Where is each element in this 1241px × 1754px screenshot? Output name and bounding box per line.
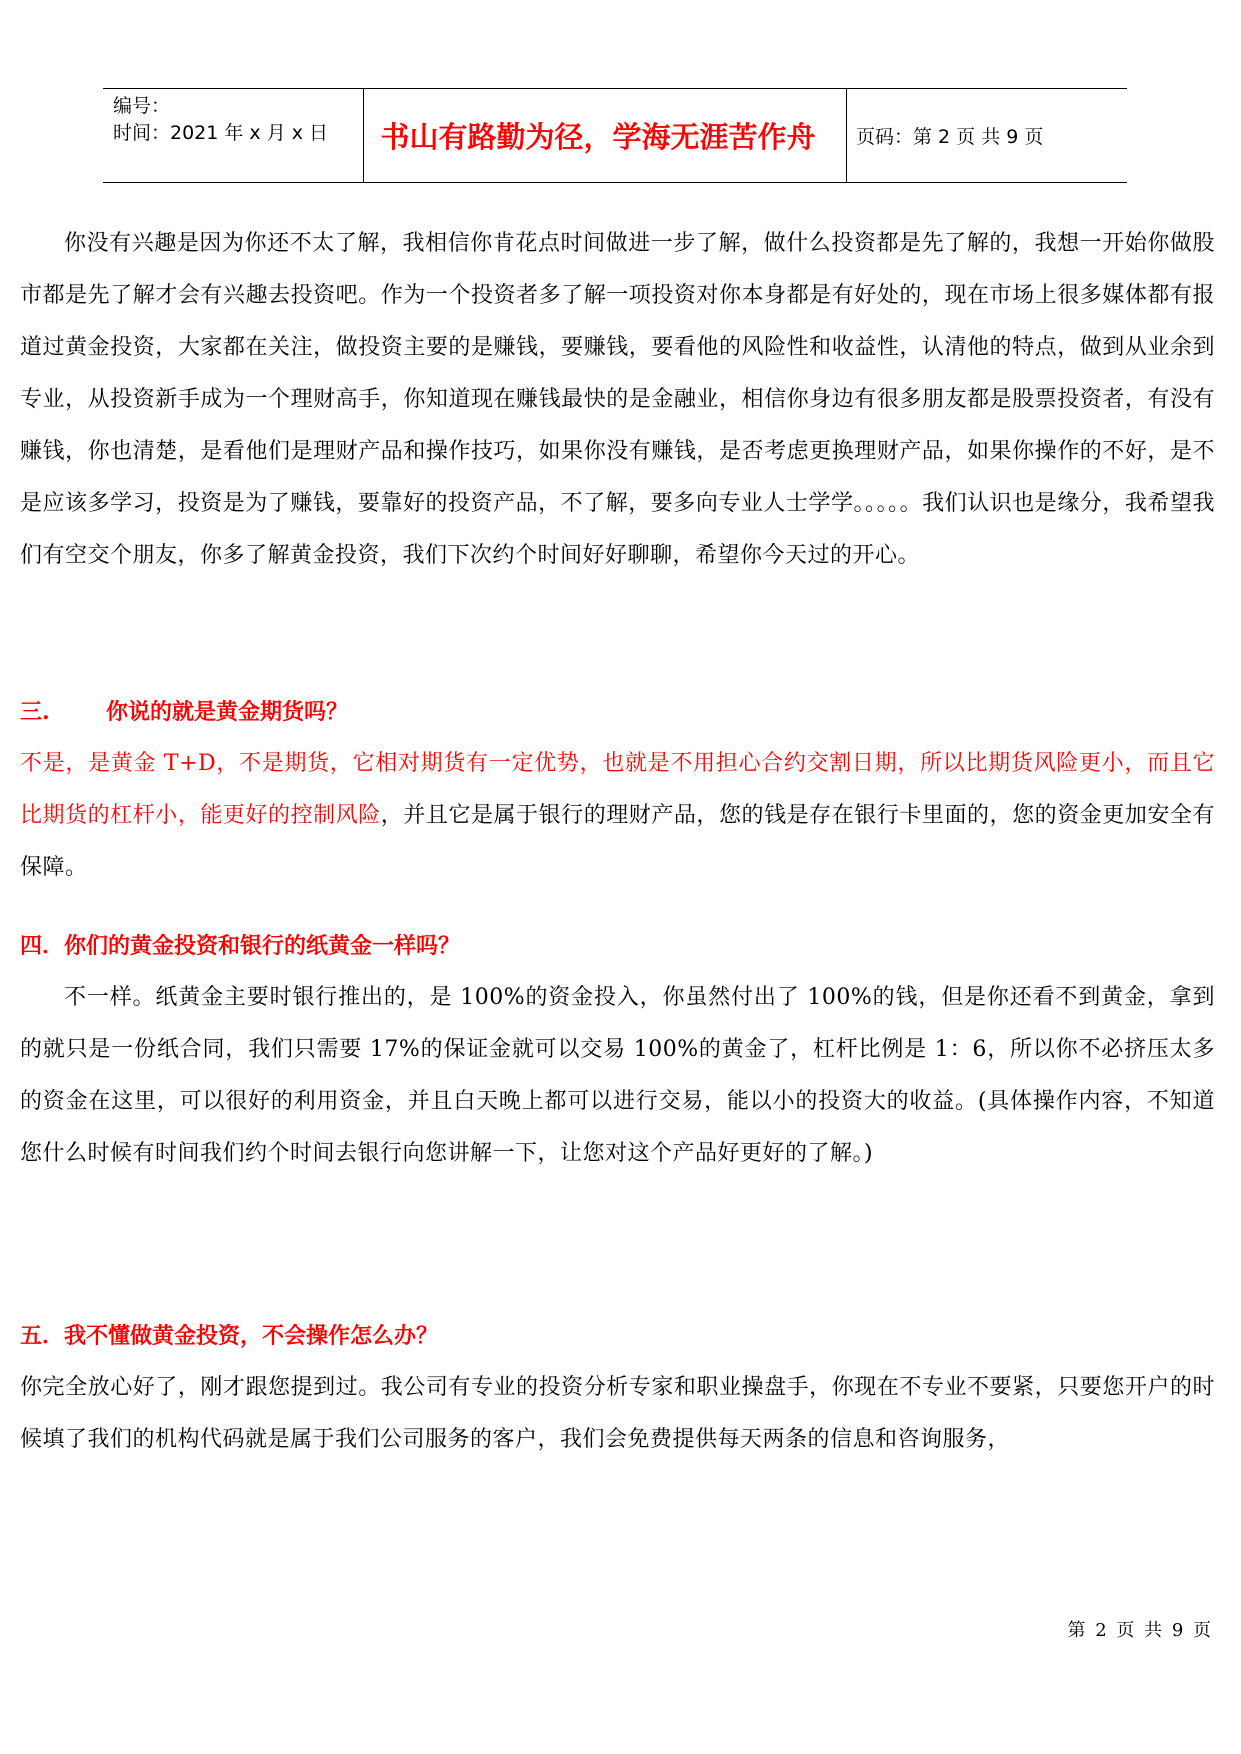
section-3-number: 三. [20, 699, 50, 725]
page-footer: 第 2 页 共 9 页 [1067, 1620, 1213, 1641]
document-body [20, 218, 1215, 1466]
intro-paragraph: 你没有兴趣是因为你还不太了解，我相信你肯花点时间做进一步了解，做什么投资都是先了解的，我想一开始你做股市都是先了解才会有兴趣去投资吧。作为一个投资者多了解一项投资对你本身都是有好处的，现在市场上很多媒体都有报道过黄金投资，大家都在关注，做投资主要的是赚钱，要赚钱，要看他的风险性和收益性，认清他的特点，做到从业余到专业，从投资新手成为一个理财高手，你知道现在赚钱最快的是金融业，相信你身边有很多朋友都是股票投资者，有没有赚钱，你也清楚，是看他们是理财产品和操作技巧，如果你没有赚钱，是否考虑更换理财产品，如果你操作的不好，是不是应该多学习，投资是为了赚钱，要靠好的投资产品，不了解，要多向专业人士学学。。。。。我们认识也是缘分，我希望我们有空交个朋友，你多了解黄金投资，我们下次约个时间好好聊聊，希望你今天过的开心。 [20, 231, 1215, 568]
section-3-answer-rest: ，并且它是属于银行的理财产品，您的钱是存在银行卡里面的，您的资金更加安全有保障。 [20, 803, 1215, 880]
section-4-heading: 四．你们的黄金投资和银行的纸黄金一样吗？ [20, 933, 461, 959]
number-label: 编号： [113, 95, 171, 117]
spacer [20, 582, 1215, 686]
document-header [103, 88, 1127, 183]
section-5-answer: 你完全放心好了，刚才跟您提到过。我公司有专业的投资分析专家和职业操盘手，你现在不专业不要紧，只要您开户的时候填了我们的机构代码就是属于我们公司服务的客户，我们会免费提供每天两条的信息和咨询服务， [20, 1375, 1215, 1452]
section-3-title: 你说的就是黄金期货吗？ [106, 699, 349, 725]
section-4-answer: 不一样。纸黄金主要时银行推出的，是 100%的资金投入，你虽然付出了 100%的钱，但是你还看不到黄金，拿到的就只是一份纸合同，我们只需要 17%的保证金就可以交易 100%的黄金了，杠杆比例是 1：6，所以你不必挤压太多的资金在这里，可以很好的利用资金，并且白天晚上都可以进行交易，能以小的投资大的收益。(具体操作内容，不知道您什么时候有时间我们约个时间去银行向您讲解一下，让您对这个产品好更好的了解。) [20, 985, 1215, 1166]
header-page-info: 页码：第 2 页 共 9 页 [856, 126, 1044, 148]
spacer [20, 1180, 1215, 1310]
section-5-heading: 五．我不懂做黄金投资，不会操作怎么办？ [20, 1323, 439, 1349]
header-motto: 书山有路勤为径，学海无涯苦作舟 [380, 120, 816, 154]
section-3-answer-highlight: 不是，是黄金 T+D，不是期货，它相对期货有一定优势，也就是不用担心合约交割日期，所以比期货风险更小，而且它比期货的杠杆小，能更好的控制风险 [20, 751, 1215, 828]
section-3-heading [20, 686, 1215, 738]
header-meta [113, 93, 363, 147]
time-label: 时间：2021 年 x 月 x 日 [113, 122, 329, 144]
section-3-answer [20, 738, 1215, 894]
spacer [20, 894, 1215, 920]
header-divider-right [846, 89, 847, 182]
